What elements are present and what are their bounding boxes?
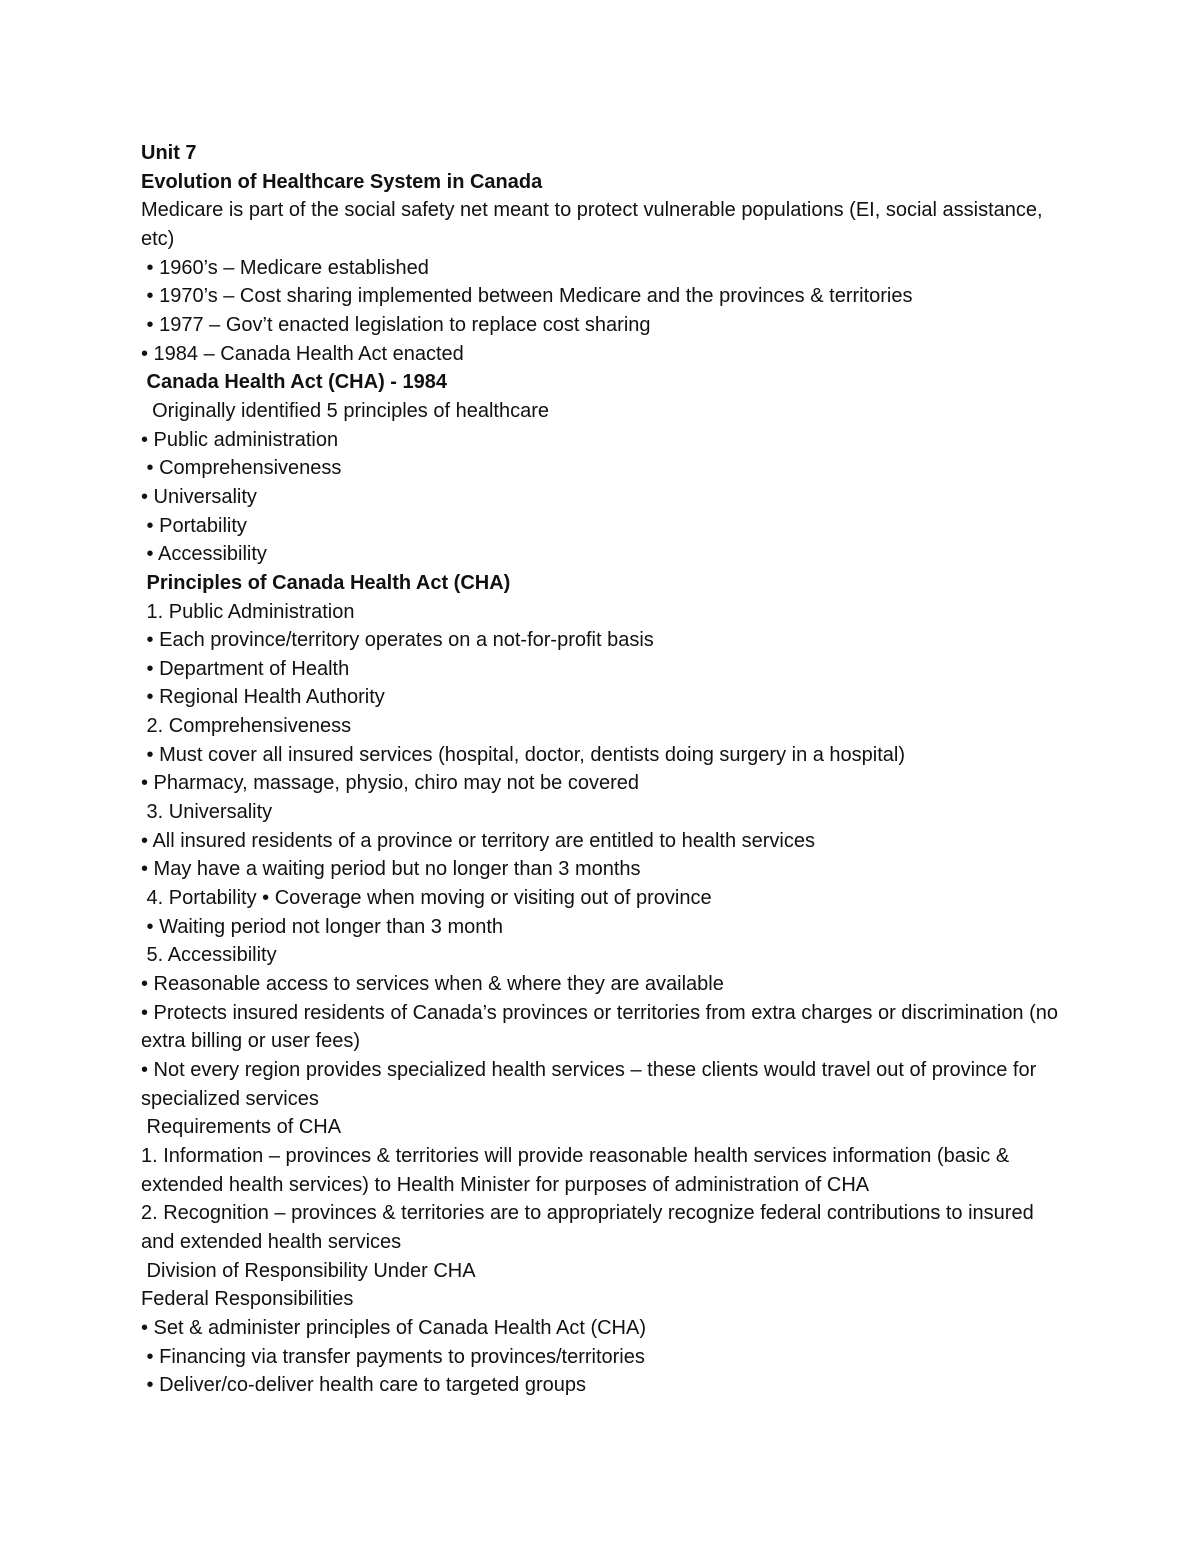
text-line: • 1984 – Canada Health Act enacted — [141, 342, 464, 365]
text-line: 5. Accessibility — [141, 944, 277, 967]
text-line: • Accessibility — [141, 543, 267, 566]
text-line: • Department of Health — [141, 657, 350, 680]
text-line: • Not every region provides specialized health services – these clients would travel out of province for specialized services — [141, 1059, 1037, 1110]
text-line: • Protects insured residents of Canada’s provinces or territories from extra charges or discrimination (no extra billing or user fees) — [141, 1001, 1059, 1053]
text-line: Division of Responsibility Under CHA — [141, 1259, 476, 1282]
text-line: • Each province/territory operates on a not-for-profit basis — [141, 629, 654, 652]
heading-line: Evolution of Healthcare System in Canada — [141, 170, 543, 193]
text-line: 1. Information – provinces & territories will provide reasonable health services information (basic & extended health services) to Health Minister for purposes of administration of CHA — [141, 1144, 1010, 1196]
text-line: • Regional Health Authority — [141, 686, 385, 709]
text-line: • May have a waiting period but no longer than 3 months — [141, 858, 641, 881]
text-line: • Must cover all insured services (hospital, doctor, dentists doing surgery in a hospital) — [141, 743, 906, 766]
text-line: • 1977 – Gov’t enacted legislation to replace cost sharing — [141, 313, 651, 336]
text-line: • Comprehensiveness — [141, 457, 342, 480]
text-line: 2. Comprehensiveness — [141, 715, 352, 738]
text-line: Requirements of CHA — [141, 1116, 342, 1139]
text-line: Medicare is part of the social safety net meant to protect vulnerable populations (EI, social assistance, etc) — [141, 199, 1043, 250]
text-line: • Deliver/co-deliver health care to targeted groups — [141, 1374, 587, 1397]
heading-line: Unit 7 — [141, 142, 197, 164]
text-line: • Pharmacy, massage, physio, chiro may not be covered — [141, 772, 639, 795]
text-line: • 1970’s – Cost sharing implemented between Medicare and the provinces & territories — [141, 285, 913, 308]
text-line: 1. Public Administration — [141, 600, 355, 623]
text-line: • Waiting period not longer than 3 month — [141, 915, 504, 938]
text-line: 4. Portability • Coverage when moving or visiting out of province — [141, 887, 712, 910]
text-line: • Portability — [141, 514, 247, 537]
text-line: 3. Universality — [141, 801, 273, 824]
text-line: • 1960’s – Medicare established — [141, 256, 429, 279]
text-line: • All insured residents of a province or territory are entitled to health services — [141, 829, 815, 852]
heading-line: Principles of Canada Health Act (CHA) — [141, 571, 511, 594]
document-page — [141, 139, 1071, 1400]
heading-line: Canada Health Act (CHA) - 1984 — [141, 371, 447, 394]
text-line: • Public administration — [141, 428, 339, 451]
text-line: • Universality — [141, 485, 257, 508]
text-line: 2. Recognition – provinces & territories are to appropriately recognize federal contributions to insured and extended health services — [141, 1202, 1034, 1253]
text-line: Originally identified 5 principles of healthcare — [141, 399, 549, 422]
text-line: • Reasonable access to services when & where they are available — [141, 973, 724, 996]
text-line: • Financing via transfer payments to provinces/territories — [141, 1345, 645, 1368]
text-line: Federal Responsibilities — [141, 1288, 354, 1311]
text-line: • Set & administer principles of Canada Health Act (CHA) — [141, 1316, 646, 1339]
